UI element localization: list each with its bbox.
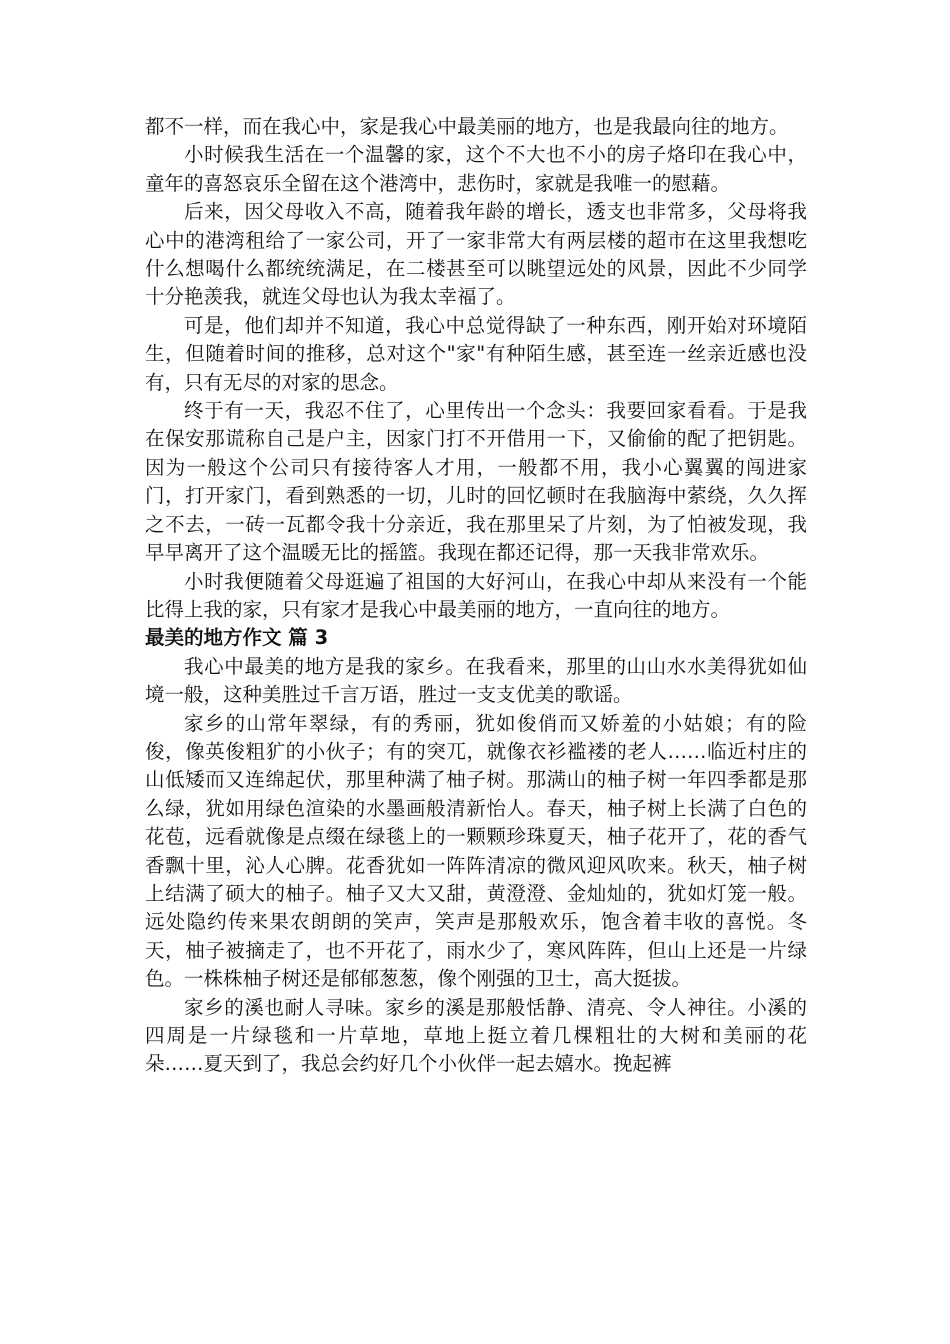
paragraph-5: 终于有一天，我忍不住了，心里传出一个念头：我要回家看看。于是我在保安那谎称自己是户主，因家门打不开借用一下，又偷偷的配了把钥匙。因为一般这个公司只有接待客人才用，一般都不用，我小心翼翼的闯进家门，打开家门，看到熟悉的一切，儿时的回忆顿时在我脑海中萦绕，久久挥之不去，一砖一瓦都令我十分亲近，我在那里呆了片刻，为了怕被发现，我早早离开了这个温暖无比的摇篮。我现在都还记得，那一天我非常欢乐。: [145, 399, 807, 565]
paragraph-8: 家乡的山常年翠绿，有的秀丽，犹如俊俏而又娇羞的小姑娘；有的险俊，像英俊粗犷的小伙子；有的突兀，就像衣衫褴褛的老人……临近村庄的山低矮而又连绵起伏，那里种满了柚子树。那满山的柚子树一年四季都是那么绿，犹如用绿色渲染的水墨画般清新怡人。春天，柚子树上长满了白色的花苞，远看就像是点缀在绿毯上的一颗颗珍珠夏天，柚子花开了，花的香气香飘十里，沁人心脾。花香犹如一阵阵清凉的微风迎风吹来。秋天，柚子树上结满了硕大的柚子。柚子又大又甜，黄澄澄、金灿灿的，犹如灯笼一般。远处隐约传来果农朗朗的笑声，笑声是那般欢乐，饱含着丰收的喜悦。冬天，柚子被摘走了，也不开花了，雨水少了，寒风阵阵，但山上还是一片绿色。一株株柚子树还是郁郁葱葱，像个刚强的卫士，高大挺拔。: [145, 711, 807, 991]
document-page: [145, 113, 807, 1079]
paragraph-4: 可是，他们却并不知道，我心中总觉得缺了一种东西，刚开始对环境陌生，但随着时间的推移，总对这个"家"有种陌生感，甚至连一丝亲近感也没有，只有无尽的对家的思念。: [145, 313, 807, 394]
paragraph-9: 家乡的溪也耐人寻味。家乡的溪是那般恬静、清亮、令人神往。小溪的四周是一片绿毯和一片草地，草地上挺立着几棵粗壮的大树和美丽的花朵……夏天到了，我总会约好几个小伙伴一起去嬉水。挽起裤: [145, 995, 807, 1076]
paragraph-2: 小时候我生活在一个温馨的家，这个不大也不小的房子烙印在我心中，童年的喜怒哀乐全留在这个港湾中，悲伤时，家就是我唯一的慰藉。: [145, 143, 807, 195]
section-heading: 最美的地方作文 篇 3: [145, 626, 329, 650]
paragraph-1: 都不一样，而在我心中，家是我心中最美丽的地方，也是我最向往的地方。: [145, 115, 789, 138]
paragraph-3: 后来，因父母收入不高，随着我年龄的增长，透支也非常多，父母将我心中的港湾租给了一家公司，开了一家非常大有两层楼的超市在这里我想吃什么想喝什么都统统满足，在二楼甚至可以眺望远处的风景，因此不少同学十分艳羡我，就连父母也认为我太幸福了。: [145, 200, 807, 309]
paragraph-6: 小时我便随着父母逛遍了祖国的大好河山，在我心中却从来没有一个能比得上我的家，只有家才是我心中最美丽的地方，一直向往的地方。: [145, 569, 807, 621]
paragraph-7: 我心中最美的地方是我的家乡。在我看来，那里的山山水水美得犹如仙境一般，这种美胜过千言万语，胜过一支支优美的歌谣。: [145, 654, 807, 707]
